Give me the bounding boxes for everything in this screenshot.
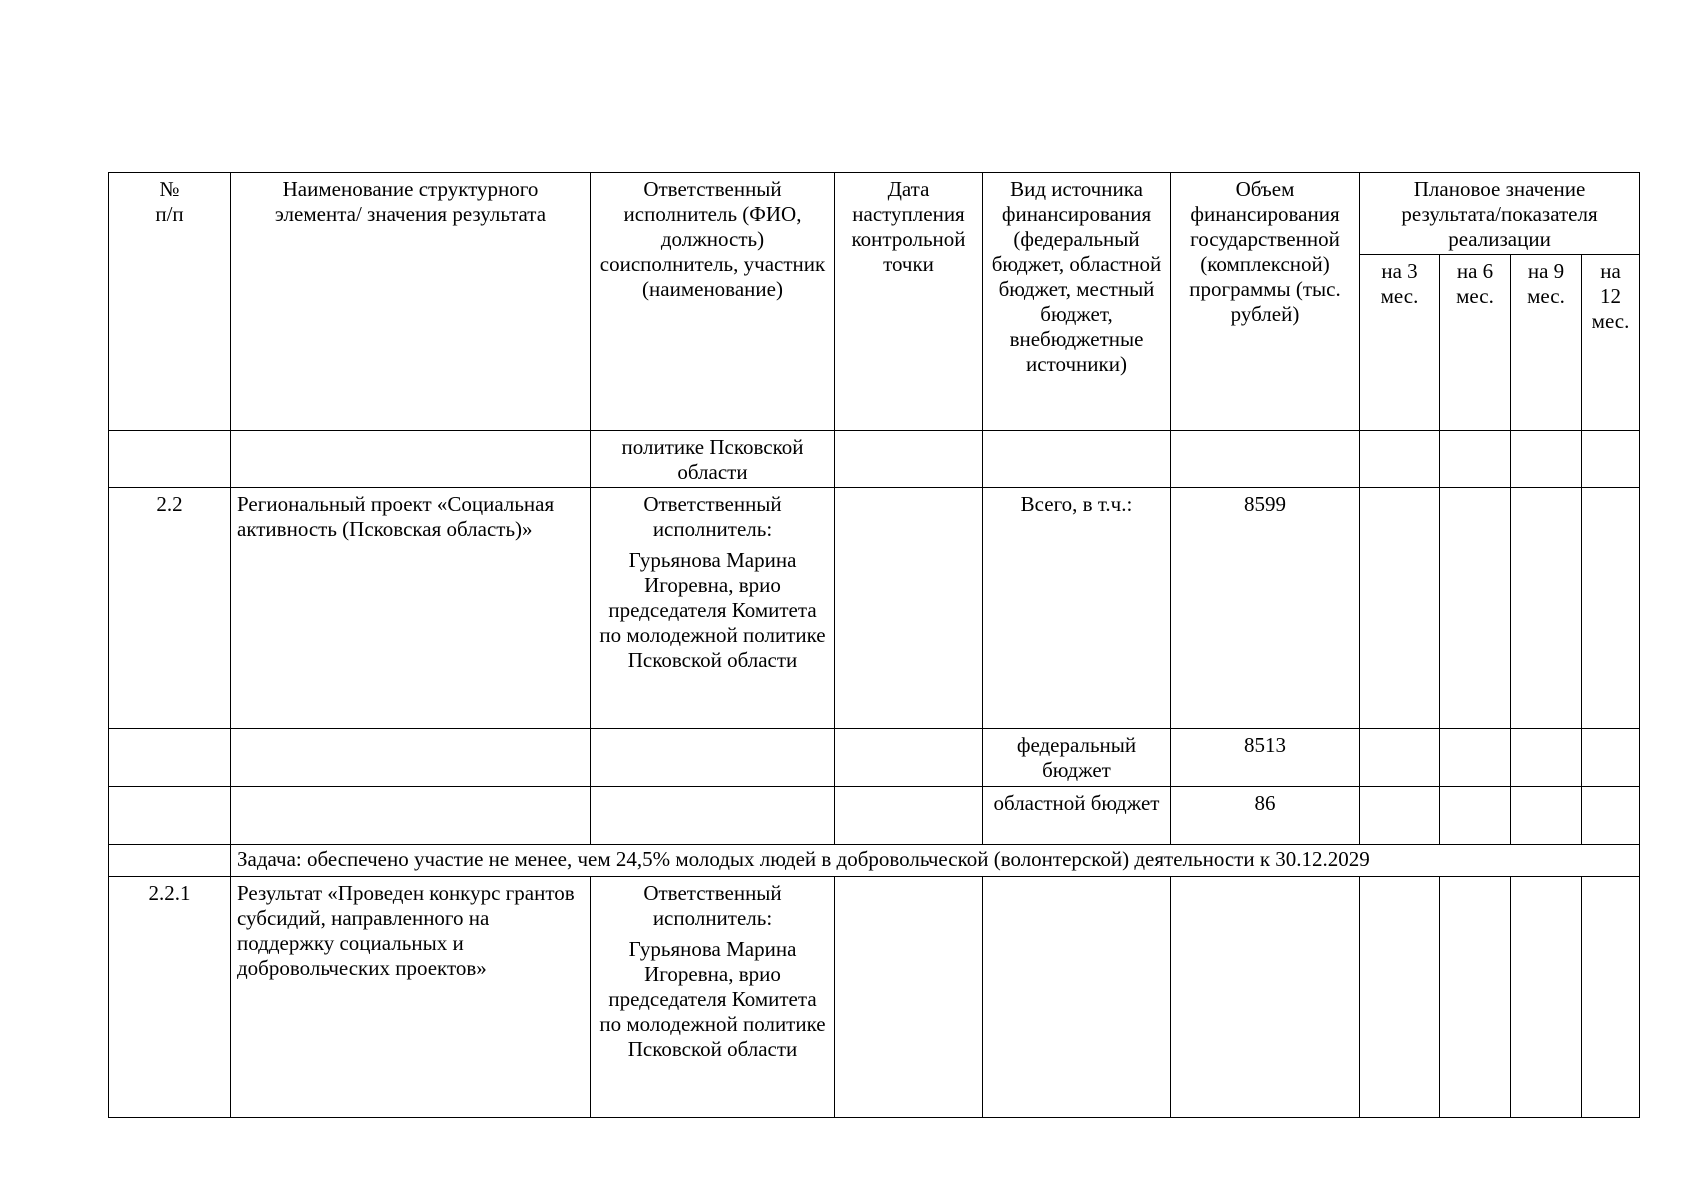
cell-source: федеральный бюджет xyxy=(983,729,1171,787)
header-m3: на 3 мес. xyxy=(1360,255,1440,431)
header-name: Наименование структурного элемента/ значения результата xyxy=(231,173,591,431)
table-row xyxy=(109,877,1640,1118)
header-m9: на 9 мес. xyxy=(1511,255,1582,431)
table-row xyxy=(109,431,1640,488)
table-row xyxy=(109,787,1640,845)
responsible-body: Гурьянова Марина Игоревна, врио председателя Комитета по молодежной политике Псковской области xyxy=(599,548,826,672)
responsible-body: Гурьянова Марина Игоревна, врио председателя Комитета по молодежной политике Псковской области xyxy=(599,937,826,1061)
responsible-title: Ответственный исполнитель: xyxy=(643,881,782,930)
header-source: Вид источника финансирования (федеральный бюджет, областной бюджет, местный бюджет, внебюджетные источники) xyxy=(983,173,1171,431)
responsible-title: Ответственный исполнитель: xyxy=(643,492,782,541)
cell-name: Результат «Проведен конкурс грантов субсидий, направленного на поддержку социальных и добровольческих проектов» xyxy=(231,877,591,1118)
header-num: № п/п xyxy=(109,173,231,431)
task-text: Задача: обеспечено участие не менее, чем 24,5% молодых людей в добровольческой (волонтерской) деятельности к 30.12.2029 xyxy=(231,845,1640,877)
task-row xyxy=(109,845,1640,877)
cell-name: Региональный проект «Социальная активность (Псковская область)» xyxy=(231,488,591,729)
header-plan: Плановое значение результата/показателя реализации xyxy=(1360,173,1640,255)
cell-volume: 8599 xyxy=(1171,488,1360,729)
cell-source: Всего, в т.ч.: xyxy=(983,488,1171,729)
cell-responsible xyxy=(591,488,835,729)
program-table xyxy=(108,172,1640,1118)
cell-num: 2.2 xyxy=(109,488,231,729)
table-row xyxy=(109,488,1640,729)
cell-responsible xyxy=(591,877,835,1118)
cell-volume: 8513 xyxy=(1171,729,1360,787)
header-m6: на 6 мес. xyxy=(1440,255,1511,431)
cell-num xyxy=(109,431,231,488)
cell-date xyxy=(835,488,983,729)
cell-volume: 86 xyxy=(1171,787,1360,845)
table-row xyxy=(109,729,1640,787)
header-row xyxy=(109,173,1640,255)
cell-num: 2.2.1 xyxy=(109,877,231,1118)
header-date: Дата наступления контрольной точки xyxy=(835,173,983,431)
header-responsible: Ответственный исполнитель (ФИО, должность) соисполнитель, участник (наименование) xyxy=(591,173,835,431)
header-m12: на 12 мес. xyxy=(1582,255,1640,431)
cell-name xyxy=(231,431,591,488)
header-volume: Объем финансирования государственной (комплексной) программы (тыс. рублей) xyxy=(1171,173,1360,431)
cell-source: областной бюджет xyxy=(983,787,1171,845)
cell-responsible: политике Псковской области xyxy=(591,431,835,488)
